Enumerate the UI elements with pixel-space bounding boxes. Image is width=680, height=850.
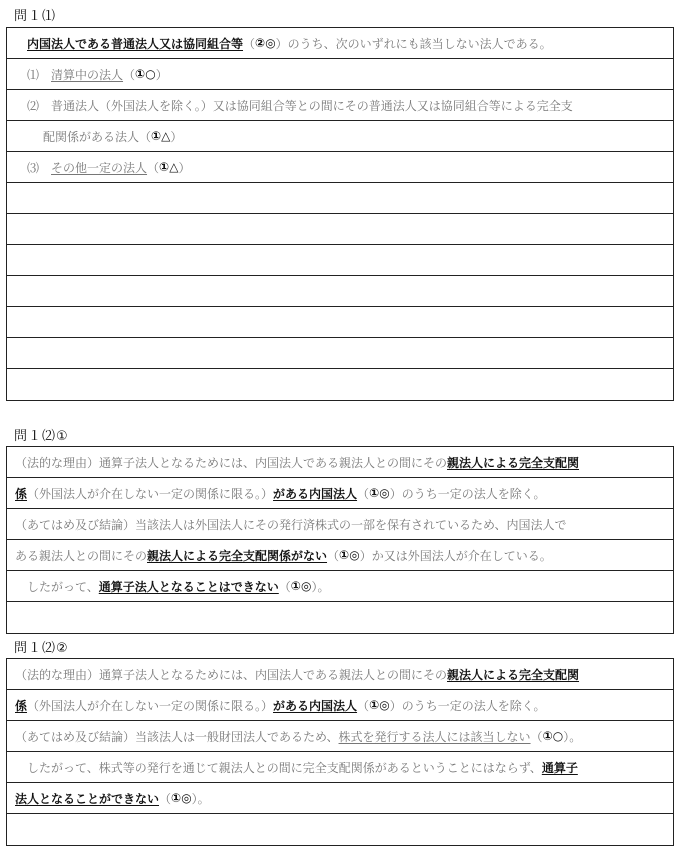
- blank-row: [7, 369, 673, 400]
- blank-row: [7, 814, 673, 845]
- paren: ）。: [191, 791, 210, 806]
- paren: （: [530, 729, 543, 744]
- answer-row: [7, 690, 673, 721]
- key-phrase: 通算子法人となることはできない: [98, 579, 279, 594]
- key-phrase: 内国法人である普通法人又は協同組合等: [27, 36, 244, 51]
- answer-row: [7, 659, 673, 690]
- key-phrase: 係: [15, 486, 28, 501]
- answer-row: [7, 721, 673, 752]
- answer-text: ⑵ 普通法人（外国法人を除く。）又は協同組合等との間にその普通法人又は協同組合等による完全支: [27, 98, 573, 113]
- key-phrase: 親法人による完全支配関: [447, 667, 580, 682]
- paren: （: [147, 160, 160, 175]
- answer-row: [7, 90, 673, 121]
- score-mark: ①◎: [369, 698, 390, 712]
- blank-row: [7, 602, 673, 633]
- paren: （: [278, 579, 291, 594]
- item-number: ⑶: [27, 160, 52, 175]
- key-phrase: 清算中の法人: [51, 67, 124, 82]
- paren: （: [123, 67, 136, 82]
- answer-text: ）か又は外国法人が介在している。: [359, 548, 552, 563]
- paren: ）: [178, 160, 191, 175]
- score-mark: ①◎: [171, 791, 192, 805]
- answer-table-1-1: [6, 27, 674, 401]
- answer-row: [7, 447, 673, 478]
- question-1-2-1-label: 問１⑵①: [14, 429, 69, 444]
- score-mark: ①◎: [369, 486, 390, 500]
- blank-row: [7, 307, 673, 338]
- paren: ）。: [311, 579, 330, 594]
- score-mark: ①◎: [290, 579, 312, 593]
- blank-row: [7, 338, 673, 369]
- answer-row: [7, 121, 673, 152]
- answer-row: [7, 509, 673, 540]
- question-1-2-2-label: 問１⑵②: [14, 641, 69, 656]
- answer-text: （外国法人が介在しない一定の関係に限る。）: [27, 698, 274, 713]
- answer-text: ）のうち一定の法人を除く。: [389, 486, 546, 501]
- key-phrase: 係: [15, 698, 28, 713]
- paren: （: [357, 486, 370, 501]
- answer-text: したがって、株式等の発行を通じて親法人との間に完全支配関係があるということにはならず、: [15, 760, 542, 775]
- answer-text: （あてはめ及び結論）当該法人は一般財団法人であるため、: [15, 729, 339, 744]
- answer-text: ）のうち、次のいずれにも該当しない法人である。: [275, 36, 552, 51]
- blank-row: [7, 276, 673, 307]
- answer-row: [7, 752, 673, 783]
- paren: （: [159, 791, 172, 806]
- item-number: ⑴: [27, 67, 52, 82]
- answer-table-1-2-2: [6, 658, 674, 846]
- answer-row: [7, 152, 673, 183]
- answer-row: [7, 59, 673, 90]
- answer-row: [7, 540, 673, 571]
- score-mark: ①○: [542, 729, 564, 743]
- score-mark: ②◎: [255, 36, 276, 50]
- key-phrase: がある内国法人: [273, 486, 358, 501]
- question-1-1-label: 問１⑴: [14, 9, 57, 24]
- answer-text: （法的な理由）通算子法人となるためには、内国法人である親法人との間にその: [15, 667, 448, 682]
- paren: ）: [155, 67, 168, 82]
- score-mark: ①◎: [339, 548, 360, 562]
- paren: （: [357, 698, 370, 713]
- key-phrase: がある内国法人: [273, 698, 358, 713]
- answer-row: [7, 28, 673, 59]
- answer-row: [7, 571, 673, 602]
- score-mark: ①△: [159, 160, 179, 174]
- paren: ）: [170, 129, 183, 144]
- paren: ）。: [563, 729, 582, 744]
- key-phrase: その他一定の法人: [51, 160, 148, 175]
- answer-text: （外国法人が介在しない一定の関係に限る。）: [27, 486, 274, 501]
- answer-table-1-2-1: [6, 446, 674, 634]
- key-phrase: 株式を発行する法人には該当しない: [338, 729, 531, 744]
- key-phrase: 親法人による完全支配関: [447, 455, 580, 470]
- key-phrase: 親法人による完全支配関係がない: [147, 548, 328, 563]
- key-phrase: 法人となることができない: [15, 791, 160, 806]
- blank-row: [7, 214, 673, 245]
- blank-row: [7, 183, 673, 214]
- answer-text: （法的な理由）通算子法人となるためには、内国法人である親法人との間にその: [15, 455, 448, 470]
- answer-text: ある親法人との間にその: [15, 548, 148, 563]
- paren: （: [243, 36, 256, 51]
- paren: （: [327, 548, 340, 563]
- answer-row: [7, 783, 673, 814]
- blank-row: [7, 245, 673, 276]
- answer-text: ）のうち一定の法人を除く。: [389, 698, 546, 713]
- answer-row: [7, 478, 673, 509]
- answer-text: したがって、: [15, 579, 99, 594]
- score-mark: ①△: [151, 129, 171, 143]
- answer-text: （あてはめ及び結論）当該法人は外国法人にその発行済株式の一部を保有されているため、内国法人で: [15, 517, 567, 532]
- answer-text: 配関係がある法人（: [43, 129, 152, 144]
- score-mark: ①○: [135, 67, 156, 81]
- key-phrase: 通算子: [541, 760, 578, 775]
